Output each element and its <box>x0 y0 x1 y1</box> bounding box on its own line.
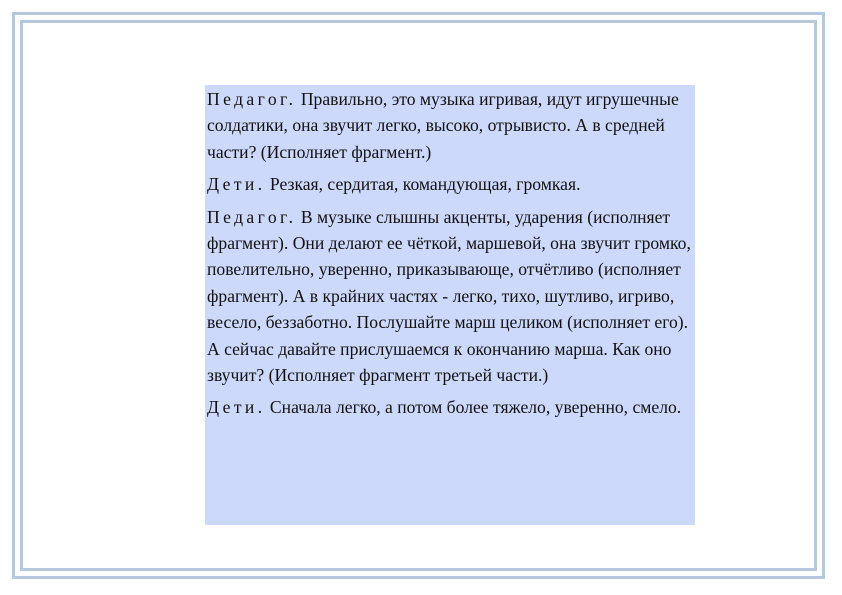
speaker-label: Педагог. <box>207 206 297 227</box>
dialogue-text: Правильно, это музыка игривая, идут игрушечные солдатики, она звучит легко, высоко, отрывисто. А в средней части? (Исполняет фрагмент.) <box>207 89 679 162</box>
dialogue-text: Сначала легко, а потом более тяжело, уверенно, смело. <box>265 397 682 418</box>
dialogue-text-box <box>205 85 695 525</box>
dialogue-paragraph <box>207 86 693 165</box>
dialogue-text: Резкая, сердитая, командующая, громкая. <box>265 174 581 195</box>
speaker-label: Дети. <box>207 174 266 195</box>
speaker-label: Дети. <box>207 397 266 418</box>
speaker-label: Педагог. <box>207 89 297 109</box>
dialogue-paragraph <box>207 394 693 420</box>
dialogue-text: В музыке слышны акценты, ударения (исполняет фрагмент). Они делают ее чёткой, маршевой, она звучит громко, повелительно, уверенно, приказывающе, отчётливо (исполняет фрагмент). А в крайних частях - легко, тихо, шутливо, игриво, весело, беззаботно. Послушайте марш целиком (исполняет его). А сейчас давайте прислушаемся к окончанию марша. Как оно звучит? (Исполняет фрагмент третьей части.) <box>207 206 691 386</box>
dialogue-paragraph <box>207 171 693 197</box>
dialogue-paragraph <box>207 204 693 389</box>
